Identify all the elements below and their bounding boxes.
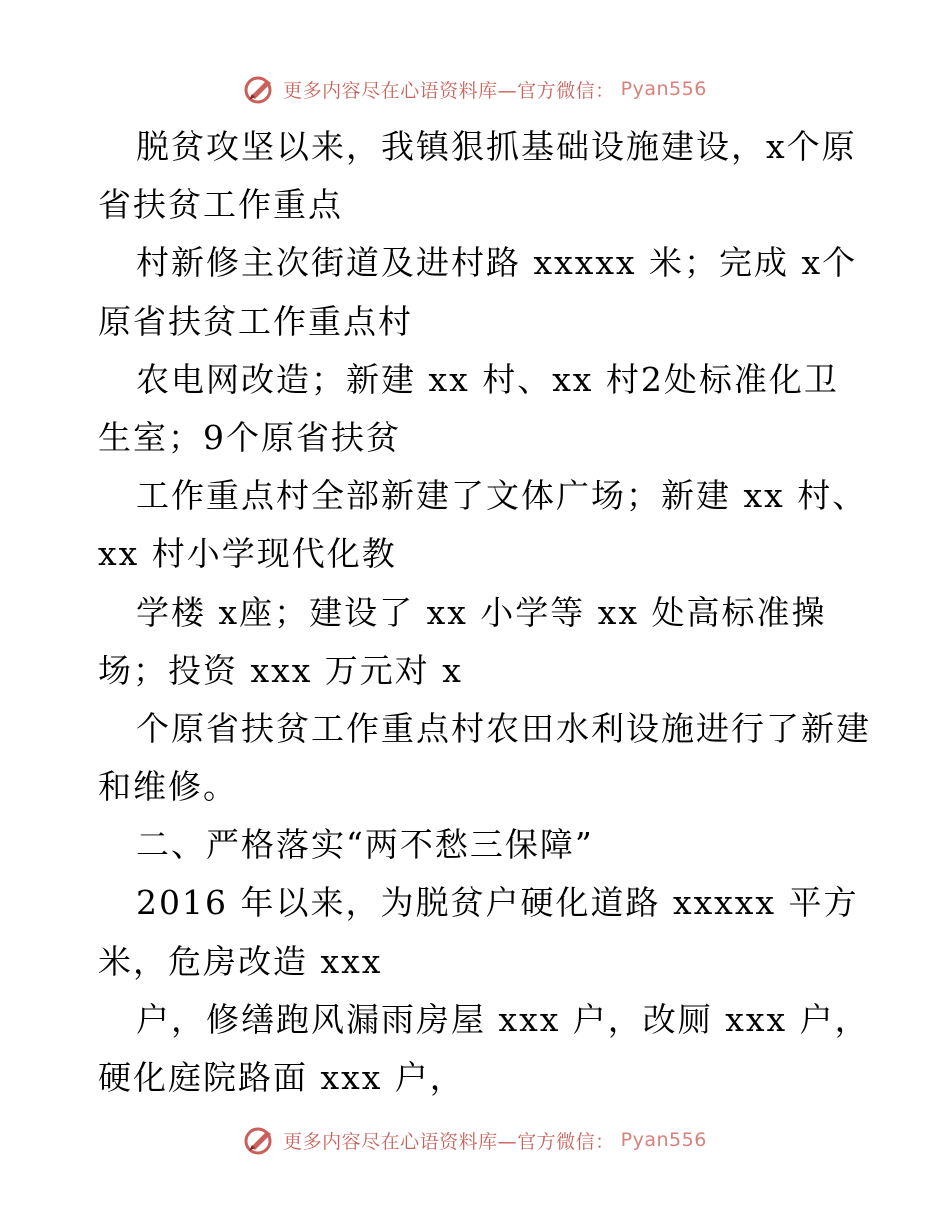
body-line: 工作重点村全部新建了文体广场；新建 xx 村、 [136,476,868,516]
watermark-wechat-handle: Pyan556 [620,78,707,100]
body-line: 村新修主次街道及进村路 xxxxx 米；完成 x个 [136,243,858,283]
body-line: 个原省扶贫工作重点村农田水利设施进行了新建 [136,708,871,748]
header-watermark [0,74,950,104]
footer-watermark [0,1125,950,1155]
document-body [98,118,871,1107]
watermark-text: 更多内容尽在心语资料库—官方微信： [283,1130,615,1153]
body-line: 生室；9个原省扶贫 [98,417,401,457]
watermark-text: 更多内容尽在心语资料库—官方微信： [283,79,615,102]
section-heading: 二、严格落实“两不愁三保障” [136,825,594,865]
body-line: 户，修缮跑风漏雨房屋 xxx 户，改厕 xxx 户， [136,999,870,1039]
body-line: 米，危房改造 xxx [98,941,383,981]
pen-logo-icon [243,1125,277,1155]
body-line: 省扶贫工作重点 [98,185,343,225]
body-line: 农电网改造；新建 xx 村、xx 村2处标准化卫 [136,359,839,399]
body-line: 硬化庭院路面 xxx 户， [98,1058,465,1097]
body-line: 学楼 x座；建设了 xx 小学等 xx 处高标准操 [136,592,827,632]
body-line: xx 村小学现代化教 [98,534,397,574]
pen-logo-icon [243,74,277,104]
watermark-wechat-handle: Pyan556 [620,1129,707,1151]
body-line: 原省扶贫工作重点村 [98,301,413,341]
body-line: 和维修。 [98,767,238,807]
body-line: 脱贫攻坚以来，我镇狠抓基础设施建设，x个原 [136,127,857,166]
body-line: 场；投资 xxx 万元对 x [98,650,463,690]
body-line: 2016 年以来，为脱贫户硬化道路 xxxxx 平方 [136,883,859,923]
